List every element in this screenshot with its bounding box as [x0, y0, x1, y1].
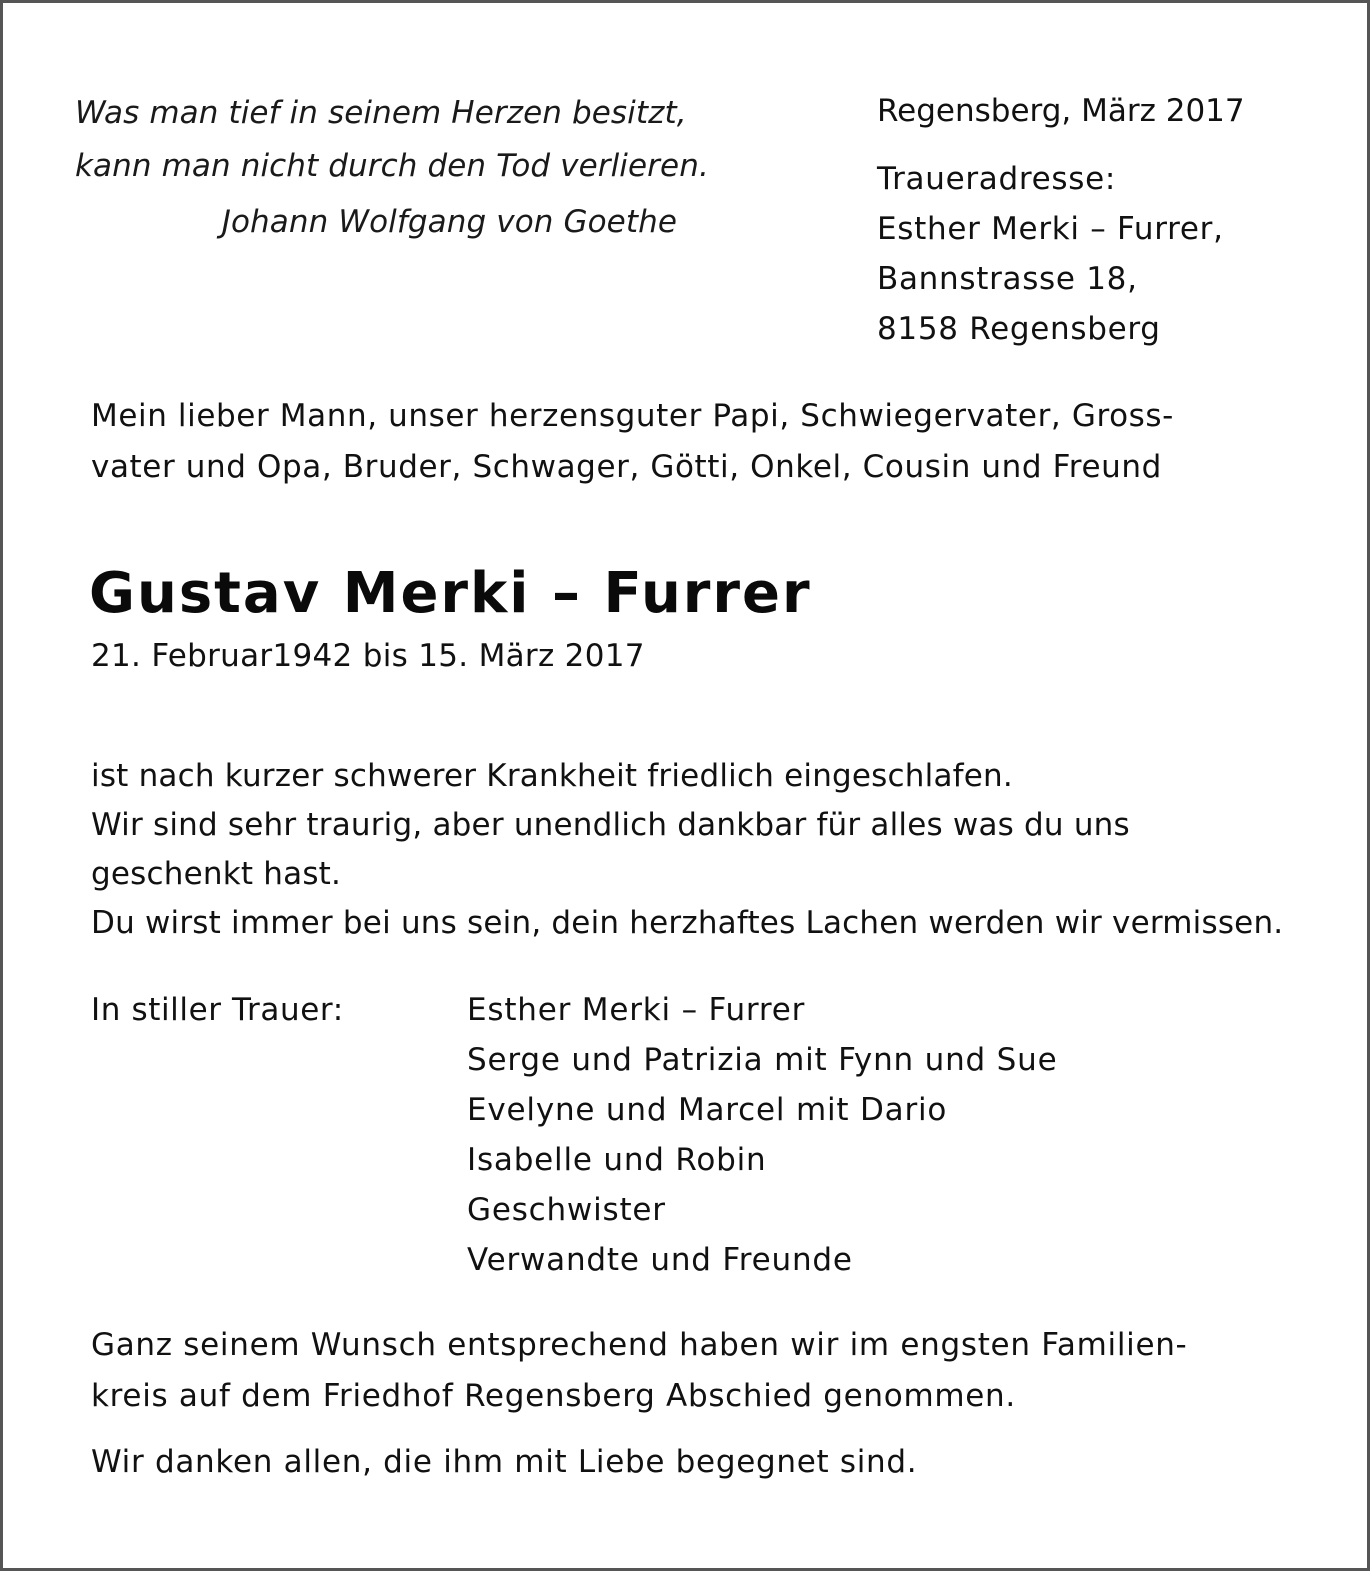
thanks-text: Wir danken allen, die ihm mit Liebe begegnet sind.: [91, 1444, 918, 1480]
mourner-entry: Isabelle und Robin: [467, 1142, 767, 1178]
place-date: Regensberg, März 2017: [877, 93, 1245, 129]
address-city: 8158 Regensberg: [877, 311, 1161, 347]
message-line: geschenkt hast.: [91, 856, 342, 892]
mourner-entry: Geschwister: [467, 1192, 666, 1228]
mourner-entry: Serge und Patrizia mit Fynn und Sue: [467, 1042, 1058, 1078]
mourner-entry: Esther Merki – Furrer: [467, 992, 806, 1028]
closing-line: kreis auf dem Friedhof Regensberg Abschied genommen.: [91, 1378, 1016, 1414]
address-label: Traueradresse:: [877, 161, 1117, 197]
mourner-entry: Evelyne und Marcel mit Dario: [467, 1092, 948, 1128]
intro-line: vater und Opa, Bruder, Schwager, Götti, Onkel, Cousin und Freund: [91, 449, 1162, 485]
intro-text: [91, 391, 1291, 493]
mourner-entry: Verwandte und Freunde: [467, 1242, 853, 1278]
closing-line: Ganz seinem Wunsch entsprechend haben wir im engsten Familien-: [91, 1327, 1188, 1363]
goethe-quote: [75, 87, 709, 249]
message-line: Du wirst immer bei uns sein, dein herzhaftes Lachen werden wir vermissen.: [91, 905, 1284, 941]
message-line: ist nach kurzer schwerer Krankheit friedlich eingeschlafen.: [91, 758, 1013, 794]
mourners-label: In stiller Trauer:: [91, 992, 344, 1028]
mourners-list: [467, 985, 1057, 1285]
life-dates: 21. Februar1942 bis 15. März 2017: [91, 638, 645, 674]
quote-line: Was man tief in seinem Herzen besitzt,: [75, 95, 687, 131]
intro-line: Mein lieber Mann, unser herzensguter Papi, Schwiegervater, Gross-: [91, 398, 1174, 434]
mourning-address: [877, 154, 1224, 354]
quote-author: Johann Wolfgang von Goethe: [221, 204, 677, 240]
closing-text: [91, 1320, 1187, 1422]
address-name: Esther Merki – Furrer,: [877, 211, 1224, 247]
quote-line: kann man nicht durch den Tod verlieren.: [75, 148, 709, 184]
deceased-name: Gustav Merki – Furrer: [89, 561, 812, 626]
message-text: [91, 752, 1283, 948]
address-street: Bannstrasse 18,: [877, 261, 1138, 297]
message-line: Wir sind sehr traurig, aber unendlich dankbar für alles was du uns: [91, 807, 1130, 843]
